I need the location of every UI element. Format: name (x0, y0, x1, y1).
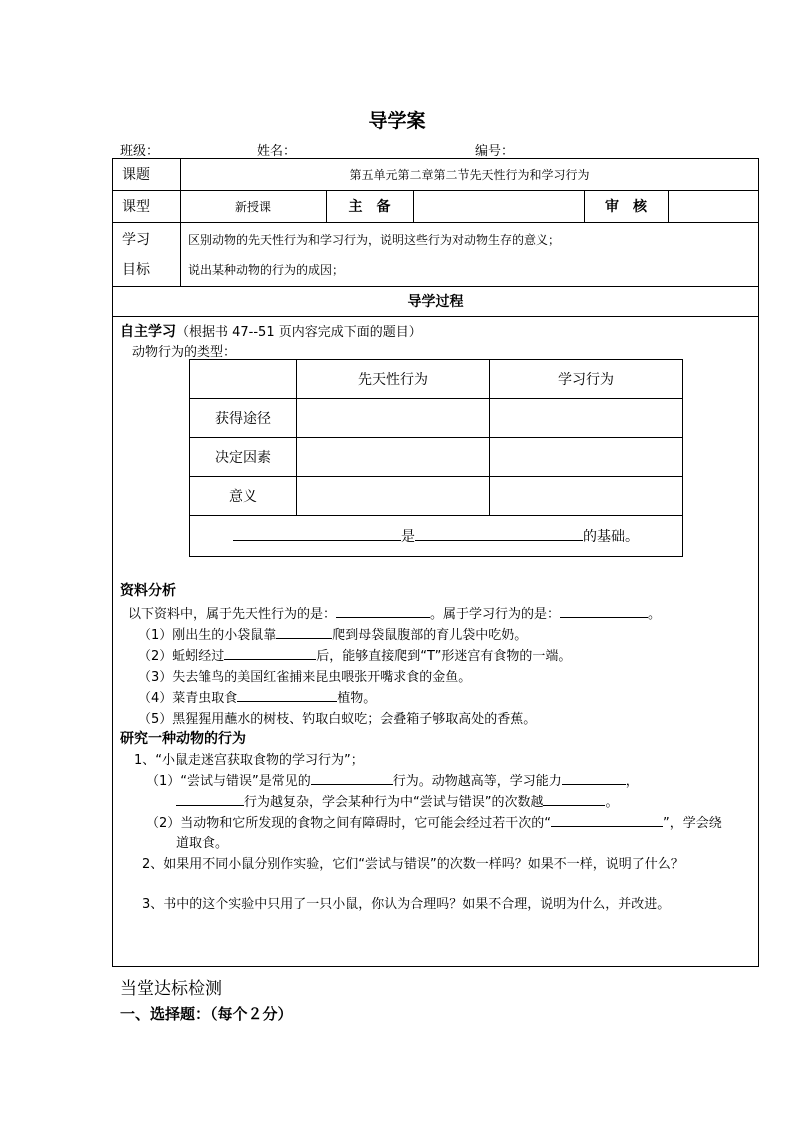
col-header-innate: 先天性行为 (297, 360, 490, 399)
blank[interactable] (336, 603, 430, 618)
analysis-item-1 (138, 624, 527, 643)
row-header: 意义 (190, 477, 297, 516)
answer-cell[interactable] (490, 399, 683, 438)
item-text: （4）菜青虫取食 (138, 691, 238, 706)
test-heading: 当堂达标检测 (120, 979, 222, 999)
q-text: （2）当动物和它所发现的食物之间有障碍时，它可能会经过若干次的“ (146, 816, 552, 831)
item-text: 后，能够直接爬到“T”形迷宫有食物的一端。 (316, 649, 572, 664)
test-section: 一、选择题：（每个２分） (120, 1005, 293, 1023)
q-text: ”，学会绕 (663, 816, 722, 831)
topic-value: 第五单元第二章第二节先天性行为和学习行为 (349, 167, 590, 182)
footer-end: 的基础。 (583, 529, 639, 545)
rule (112, 316, 759, 317)
blank[interactable] (543, 791, 605, 806)
topic-label: 课题 (122, 167, 150, 183)
name-label: 姓名： (257, 144, 297, 159)
table-corner-cell (190, 360, 297, 399)
analysis-item-2 (138, 645, 571, 664)
behavior-type-table (189, 359, 683, 557)
q-text: 。 (605, 795, 619, 810)
research-q2: 2、如果用不同小鼠分别作实验，它们“尝试与错误”的次数一样吗？如果不一样，说明了什么？ (142, 857, 684, 872)
self-study-subheading: 动物行为的类型： (132, 345, 237, 360)
row-header: 决定因素 (190, 438, 297, 477)
blank[interactable] (562, 770, 626, 785)
research-q1-2-cont: 道取食。 (176, 836, 229, 851)
analysis-intro-b: 。属于学习行为的是： (430, 607, 561, 622)
process-title: 导学过程 (407, 294, 464, 310)
item-text: （1）刚出生的小袋鼠靠 (138, 628, 277, 643)
row-header: 获得途径 (190, 399, 297, 438)
class-label: 班级： (120, 144, 160, 159)
analysis-intro (128, 603, 661, 622)
blank[interactable] (176, 791, 244, 806)
research-q1: 1、“小鼠走迷宫获取食物的学习行为”； (134, 753, 364, 768)
research-q1-1 (146, 770, 639, 789)
blank[interactable] (237, 687, 337, 702)
research-q3: 3、书中的这个实验中只用了一只小鼠，你认为合理吗？如果不合理，说明为什么，并改进。 (142, 897, 671, 912)
self-study-note: （根据书 47--51 页内容完成下面的题目） (176, 325, 422, 340)
item-text: 爬到母袋鼠腹部的育儿袋中吃奶。 (332, 628, 528, 643)
q-text: 行为越复杂，学会某种行为中“尝试与错误”的次数越 (244, 795, 544, 810)
item-text: （2）蚯蚓经过 (138, 649, 225, 664)
number-label: 编号： (475, 144, 515, 159)
page-title: 导学案 (368, 110, 426, 132)
type-label: 课型 (122, 199, 150, 215)
goal-line-2: 说出某种动物的行为的成因； (188, 262, 345, 277)
type-value: 新授课 (234, 199, 271, 214)
rule (413, 190, 414, 222)
research-q1-1-cont (176, 791, 619, 810)
prep-label: 主 备 (348, 199, 391, 215)
rule (112, 222, 759, 223)
research-heading: 研究一种动物的行为 (120, 731, 246, 747)
answer-cell[interactable] (490, 477, 683, 516)
item-text: 植物。 (337, 691, 377, 706)
research-q1-2 (146, 812, 722, 831)
blank[interactable] (224, 645, 316, 660)
analysis-item-3: （3）失去雏鸟的美国红雀捕来昆虫喂张开嘴求食的金鱼。 (138, 670, 472, 685)
analysis-heading: 资料分析 (120, 583, 176, 599)
blank[interactable] (233, 526, 401, 541)
answer-cell[interactable] (297, 477, 490, 516)
q-text: （1）“尝试与错误”是常见的 (146, 774, 311, 789)
goal-line-1: 区别动物的先天性行为和学习行为，说明这些行为对动物生存的意义； (188, 232, 561, 247)
answer-cell[interactable] (297, 438, 490, 477)
rule (668, 190, 669, 222)
goal-label-2: 目标 (122, 262, 150, 278)
footer-is: 是 (401, 529, 415, 545)
blank[interactable] (311, 770, 393, 785)
review-label: 审 核 (605, 199, 647, 215)
analysis-item-4 (138, 687, 376, 706)
table-footer-row (190, 516, 683, 557)
answer-cell[interactable] (490, 438, 683, 477)
blank[interactable] (276, 624, 332, 639)
blank[interactable] (560, 603, 648, 618)
answer-cell[interactable] (297, 399, 490, 438)
blank[interactable] (551, 812, 663, 827)
q-text: ， (625, 774, 639, 789)
analysis-item-5: （5）黑猩猩用蘸水的树枝、钓取白蚁吃；会叠箱子够取高处的香蕉。 (138, 712, 537, 727)
self-study-heading: 自主学习 (120, 324, 176, 340)
analysis-intro-a: 以下资料中，属于先天性行为的是： (128, 607, 337, 622)
blank[interactable] (415, 526, 583, 541)
goal-label-1: 学习 (122, 232, 150, 248)
self-study-heading-line (120, 321, 422, 341)
q-text: 行为。动物越高等，学习能力 (392, 774, 562, 789)
col-header-learned: 学习行为 (490, 360, 683, 399)
analysis-intro-c: 。 (648, 607, 662, 622)
